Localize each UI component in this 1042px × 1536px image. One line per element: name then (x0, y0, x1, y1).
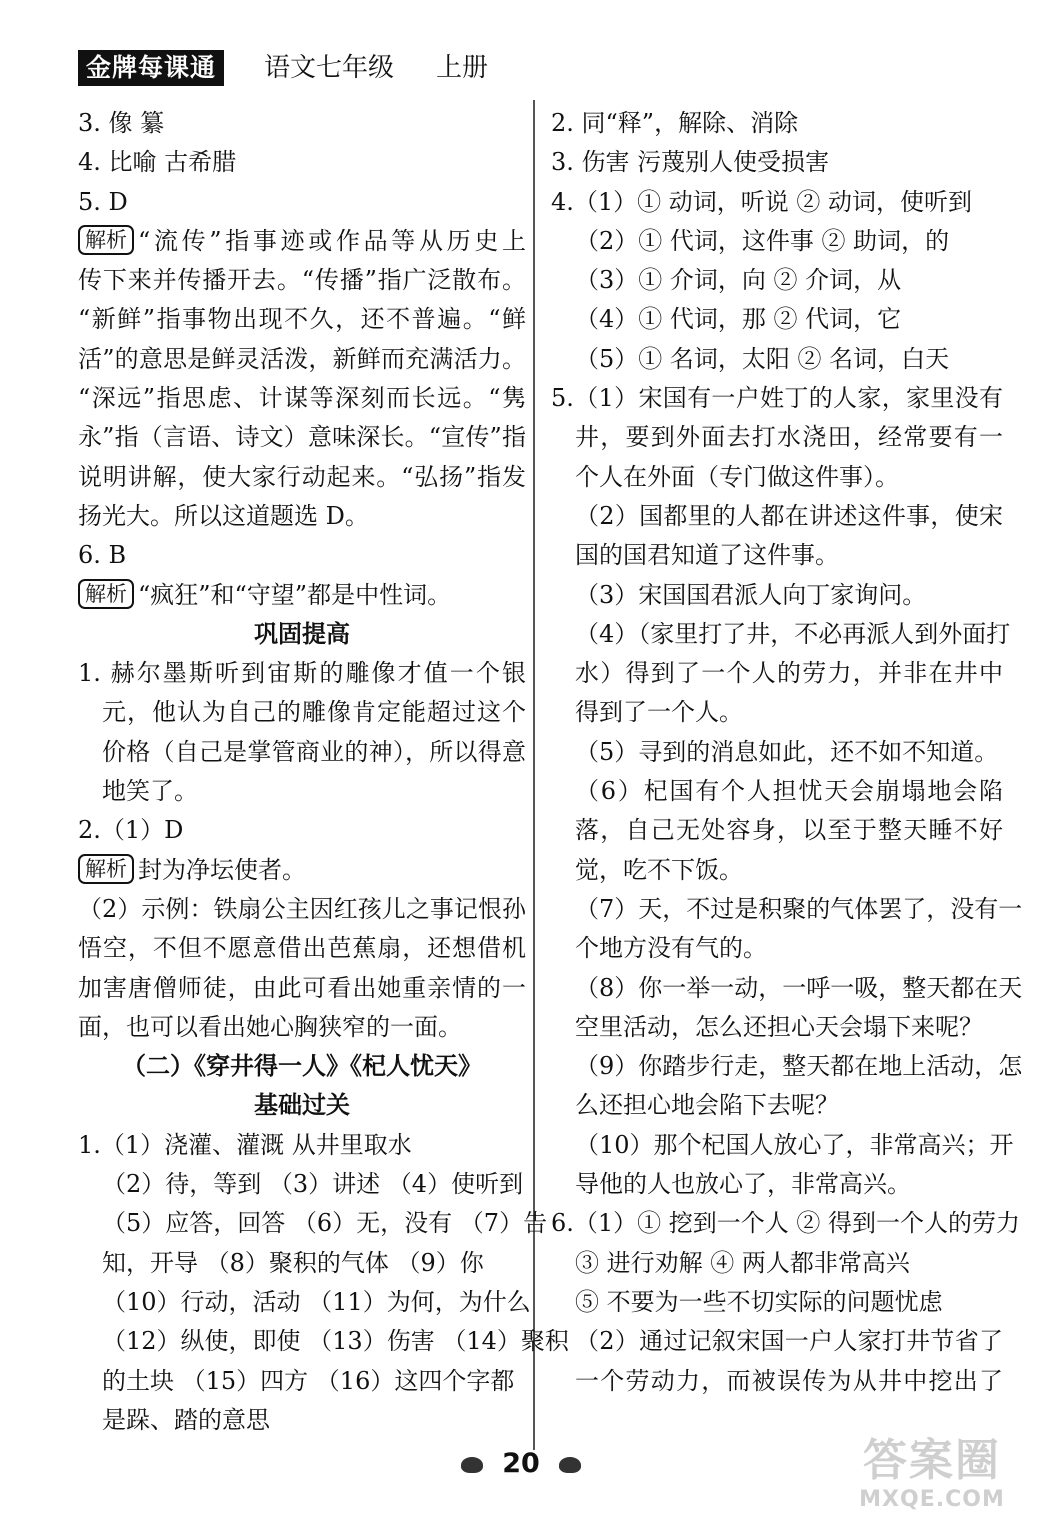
answer-line: 6.（1）① 挖到一个人 ② 得到一个人的劳力 (551, 1209, 1021, 1238)
answer-line: （12）纵使，即使 （13）伤害 （14）聚积 (102, 1327, 569, 1356)
watermark (832, 1436, 1032, 1526)
answer-line: 4. 比喻 古希腊 (78, 148, 237, 177)
answer-line: 国的国君知道了这件事。 (575, 541, 839, 570)
left-column (78, 104, 569, 1440)
answer-line: 悟空，不但不愿意借出芭蕉扇，还想借机 (78, 934, 526, 963)
answer-line: （8）你一举一动，一呼一吸，整天都在天 (575, 973, 1023, 1002)
analysis-line: 解析 “流传”指事迹或作品等从历史上 (78, 222, 526, 261)
answer-line: 导他的人也放心了，非常高兴。 (575, 1170, 911, 1199)
page-header (78, 48, 488, 88)
answer-line: （6）杞国有个人担忧天会崩塌地会陷 (575, 777, 1003, 806)
answer-line: 3. 伤害 污蔑别人使受损害 (551, 148, 830, 177)
answer-line: 水）得到了一个人的劳力，并非在井中 (575, 659, 1003, 688)
answer-line: 4.（1）① 动词，听说 ② 动词，使听到 (551, 187, 973, 216)
answer-line: 2. 同“释”，解除、消除 (551, 109, 799, 137)
answer-line: （3）① 介词，向 ② 介词，从 (575, 266, 902, 295)
answer-line: （2）国都里的人都在讲述这件事，使宋 (575, 501, 1003, 530)
answer-line: 传下来并传播开去。“传播”指广泛散布。 (78, 266, 526, 295)
answer-line: 1.（1）浇灌、灌溉 从井里取水 (78, 1130, 412, 1159)
answer-line: （7）天，不过是积聚的气体罢了，没有一 (575, 894, 1023, 923)
column-divider (533, 100, 535, 1450)
section-heading: 基础过关 (254, 1091, 350, 1120)
answer-line: （2）待，等到 （3）讲述 （4）使听到 (102, 1170, 524, 1199)
volume-title: 上册 (436, 53, 489, 83)
answer-line: （2）① 代词，这件事 ② 助词，的 (575, 226, 950, 255)
answer-line: 面，也可以看出她心胸狭窄的一面。 (78, 1012, 462, 1041)
answer-line: 么还担心地会陷下去呢？ (575, 1091, 839, 1120)
answer-line: （9）你踏步行走，整天都在地上活动，怎 (575, 1052, 1023, 1081)
answer-line: （2）示例：铁扇公主因红孩儿之事记恨孙 (78, 894, 526, 923)
right-column (551, 104, 1023, 1401)
answer-line: 活”的意思是鲜灵活泼，新鲜而充满活力。 (78, 344, 526, 373)
answer-line: 1. 赫尔墨斯听到宙斯的雕像才值一个银 (78, 659, 526, 688)
watermark-logo: 答案圈 (863, 1435, 1001, 1486)
analysis-line: 解析 “疯狂”和“守望”都是中性词。 (78, 576, 526, 615)
answer-line: （3）宋国国君派人向丁家询问。 (575, 580, 927, 609)
answer-line: （2）通过记叙宋国一户人家打井节省了 (575, 1327, 1003, 1356)
answer-line: 觉，吃不下饭。 (575, 855, 743, 884)
answer-line: 井，要到外面去打水浇田，经常要有一 (575, 423, 1003, 452)
answer-line: 落，自己无处容身，以至于整天睡不好 (575, 816, 1003, 845)
answer-line: （4）① 代词，那 ② 代词，它 (575, 305, 902, 334)
answer-line: 个人在外面（专门做这件事）。 (575, 462, 899, 491)
answer-line: （5）寻到的消息如此，还不如不知道。 (575, 737, 999, 766)
analysis-tag: 解析 (78, 225, 134, 255)
answer-line: （10）那个杞国人放心了，非常高兴；开 (575, 1130, 1014, 1159)
answer-line: 一个劳动力，而被误传为从井中挖出了 (575, 1366, 1003, 1395)
answer-line: 地笑了。 (102, 777, 198, 806)
answer-line: （4）（家里打了井，不必再派人到外面打 (575, 619, 1011, 648)
answer-line: 说明讲解，使大家行动起来。“弘扬”指发 (78, 462, 526, 491)
answer-line: 元，他认为自己的雕像肯定能超过这个 (102, 698, 526, 727)
analysis-tag: 解析 (78, 854, 134, 884)
answer-line: （10）行动，活动 （11）为何，为什么 (102, 1287, 531, 1316)
answer-line: 加害唐僧师徒，由此可看出她重亲情的一 (78, 973, 526, 1002)
watermark-url: MXQE.COM (859, 1487, 1005, 1512)
answer-line: ⑤ 不要为一些不切实际的问题忧虑 (575, 1287, 943, 1316)
analysis-tag: 解析 (78, 579, 134, 609)
answer-line: 得到了一个人。 (575, 698, 743, 727)
section-heading: （二）《穿井得一人》《杞人忧天》 (122, 1052, 482, 1081)
section-heading: 巩固提高 (254, 619, 350, 648)
answer-line: 知，开导 （8）聚积的气体 （9）你 (102, 1248, 484, 1277)
leaf-icon (559, 1457, 581, 1473)
answer-line: 2.（1）D (78, 816, 184, 845)
answer-line: 是跺、踏的意思 (102, 1405, 270, 1434)
answer-line: 5.（1）宋国有一户姓丁的人家，家里没有 (551, 384, 1003, 413)
answer-line: “深远”指思虑、计谋等深刻而长远。“隽 (78, 384, 526, 413)
answer-line: 5. D (78, 187, 128, 216)
answer-line: 扬光大。所以这道题选 D。 (78, 501, 369, 530)
answer-line: 的土块 （15）四方 （16）这四个字都 (102, 1366, 515, 1395)
page-number: 20 (502, 1448, 540, 1479)
analysis-line: 解析 封为净坛使者。 (78, 851, 526, 890)
leaf-icon (461, 1457, 483, 1473)
answer-line: 永”指（言语、诗文）意味深长。“宣传”指 (78, 423, 526, 452)
answer-line: 价格（自己是掌管商业的神），所以得意 (102, 737, 526, 766)
answer-line: 3. 像 纂 (78, 109, 165, 137)
answer-line: （5）应答，回答 （6）无，没有 （7）告 (102, 1209, 548, 1238)
answer-line: 空里活动，怎么还担心天会塌下来呢？ (575, 1012, 983, 1041)
answer-line: “新鲜”指事物出现不久，还不普遍。“鲜 (78, 305, 526, 334)
answer-line: ③ 进行劝解 ④ 两人都非常高兴 (575, 1248, 910, 1277)
brand-logo: 金牌每课通 (78, 50, 224, 86)
subject-title: 语文七年级 (264, 53, 395, 83)
answer-line: 个地方没有气的。 (575, 934, 767, 963)
answer-line: （5）① 名词，太阳 ② 名词，白天 (575, 344, 950, 373)
answer-line: 6. B (78, 541, 127, 570)
